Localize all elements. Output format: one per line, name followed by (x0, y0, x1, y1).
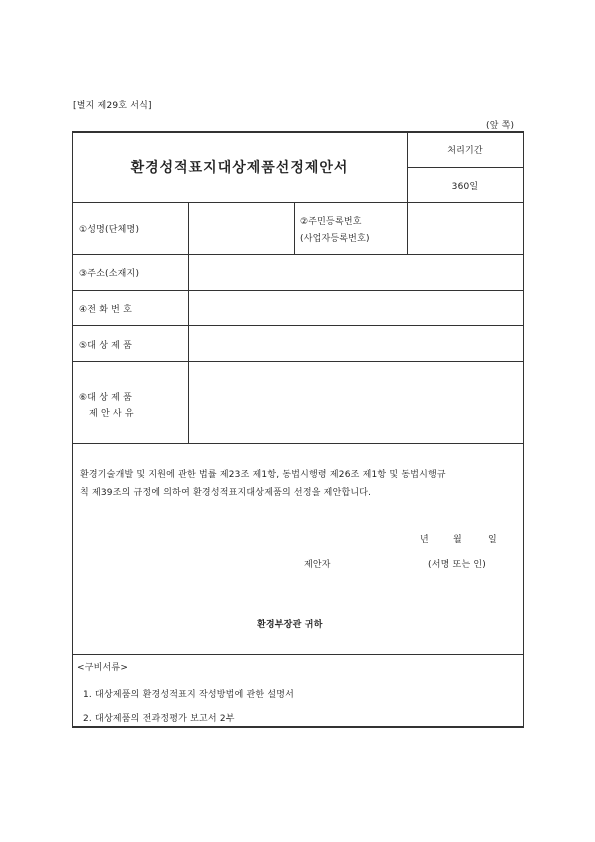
form-reference: [별지 제29호 서식] (73, 101, 152, 111)
phone-field[interactable] (190, 292, 521, 323)
statement-line-2: 칙 제39조의 규정에 의하여 환경성적표지대상제품의 선정을 제안합니다. (80, 488, 372, 498)
form-title: 환경성적표지대상제품선정제안서 (130, 160, 349, 176)
attachments-heading: <구비서류> (77, 663, 129, 673)
date-month: 월 (453, 535, 462, 545)
statement-line-1: 환경기술개발 및 지원에 관한 법률 제23조 제1항, 동법시행령 제26조 제1항 및 동법시행규 (80, 470, 446, 480)
proposer-label: 제안자 (304, 560, 331, 570)
business-registration-label: (사업자등록번호) (300, 234, 370, 244)
address-field[interactable] (190, 256, 521, 288)
product-field[interactable] (190, 327, 521, 359)
date-year: 년 (420, 535, 429, 545)
registration-number-label: ②주민등록번호 (300, 217, 362, 227)
address-label: ③주소(소재지) (79, 269, 140, 279)
reason-field[interactable] (190, 363, 521, 441)
phone-label: ④전 화 번 호 (79, 305, 133, 315)
name-field[interactable] (190, 204, 292, 252)
addressee: 환경부장관 귀하 (257, 620, 323, 630)
attachment-item-2: 2. 대상제품의 전과정평가 보고서 2부 (83, 714, 235, 724)
reason-label-line1: ⑥대 상 제 품 (79, 393, 133, 403)
processing-period-value: 360일 (451, 181, 479, 192)
signature-note: (서명 또는 인) (428, 560, 487, 570)
registration-number-field[interactable] (409, 204, 521, 252)
name-label: ①성명(단체명) (79, 225, 140, 235)
attachment-item-1: 1. 대상제품의 환경성적표지 작성방법에 관한 설명서 (83, 690, 295, 700)
proposer-signature-field[interactable] (340, 553, 424, 569)
reason-label-line2: 제 안 사 유 (89, 409, 134, 419)
page-side-label: (앞 쪽) (486, 121, 515, 131)
date-day: 일 (488, 535, 497, 545)
product-label: ⑤대 상 제 품 (79, 341, 133, 351)
processing-period-label: 처리기간 (447, 145, 483, 156)
